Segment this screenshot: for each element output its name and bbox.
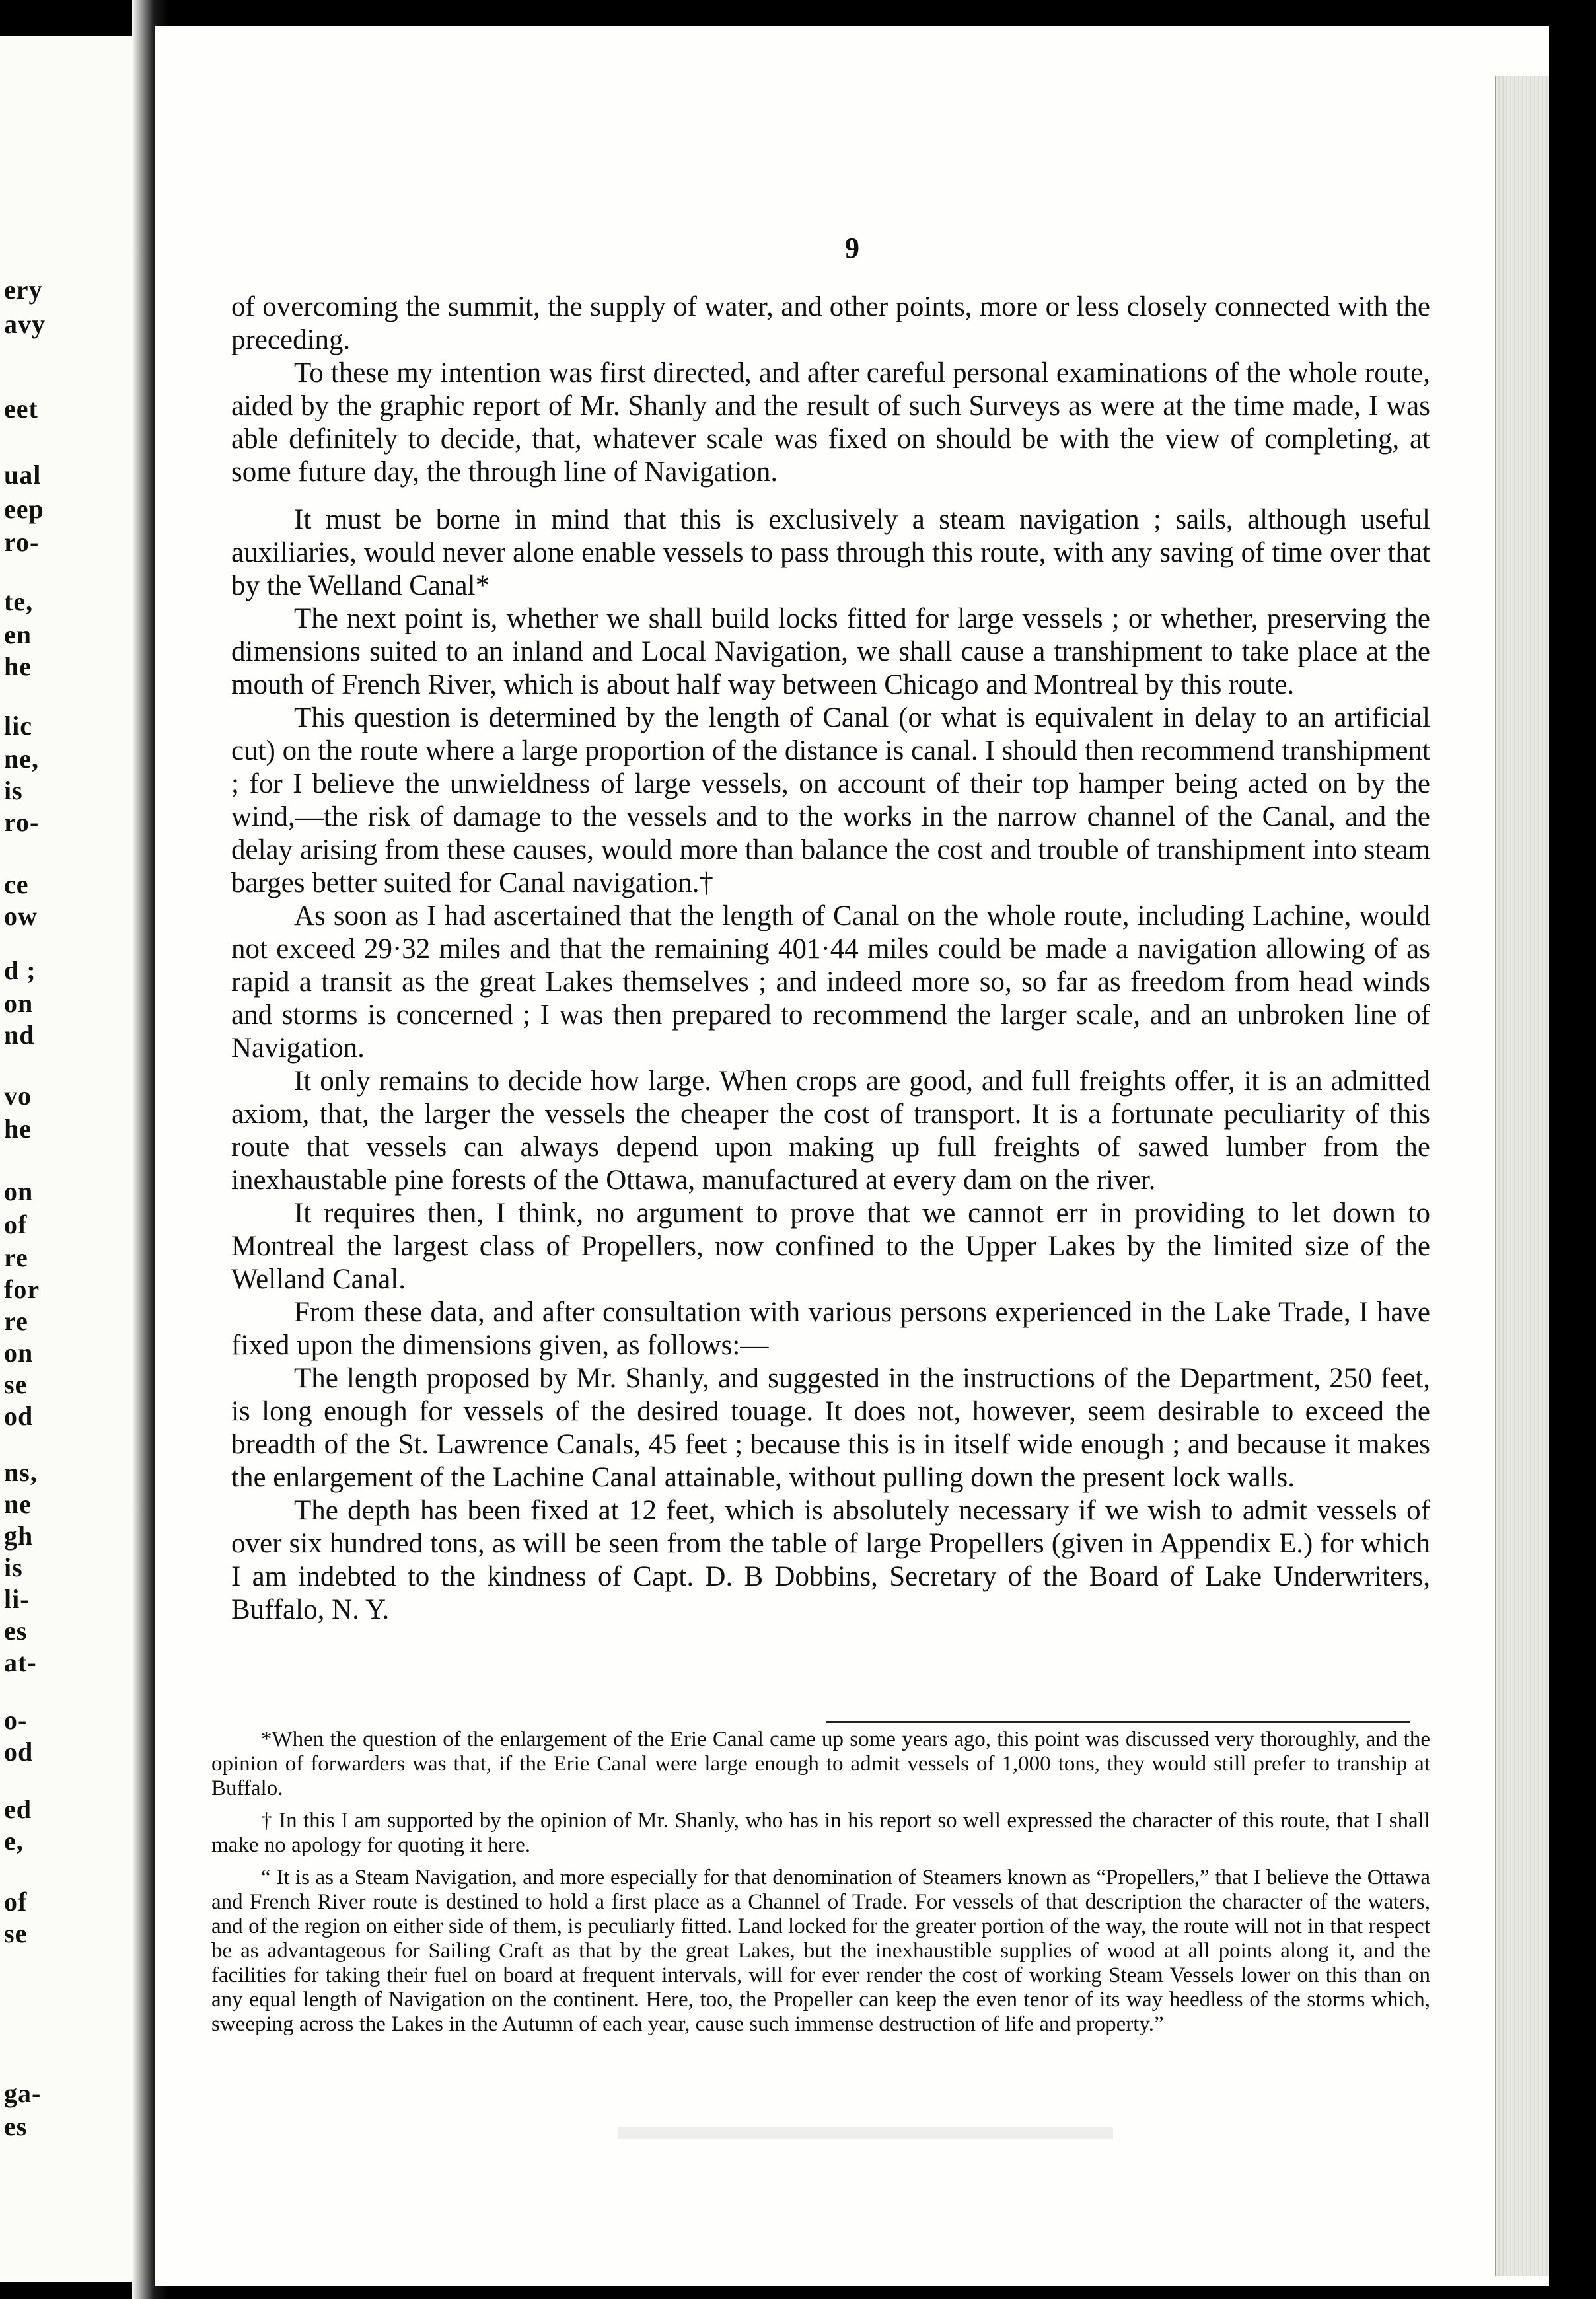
margin-text: ed [4, 1794, 32, 1824]
footnote-rule [826, 1721, 1410, 1723]
margin-text: eet [4, 394, 38, 423]
page-number: 9 [845, 232, 859, 264]
margin-text: d ; [4, 955, 36, 985]
paragraph: of overcoming the summit, the supply of water, and other points, more or less closely connected with the preceding. [231, 291, 1430, 355]
margin-text: ne [4, 1489, 32, 1519]
footnote: *When the question of the enlargement of the Erie Canal came up some years ago, this point was discussed very thoroughly, and the opinion of forwarders was that, if the Erie Canal were large enough to admit vessels of 1,000 tons, they would still prefer to tranship at Buffalo. [211, 1728, 1430, 1800]
margin-text: nd [4, 1020, 35, 1050]
margin-text: of [4, 1210, 28, 1239]
paragraph: From these data, and after consultation with various persons experienced in the Lake Trade, I have fixed upon the dimensions given, as follows:— [231, 1297, 1430, 1361]
margin-text: en [4, 620, 32, 649]
margin-text: ns, [4, 1457, 38, 1487]
margin-text: od [4, 1401, 34, 1431]
footnote: † In this I am supported by the opinion of Mr. Shanly, who has in his report so well expressed the character of this route, that I shall make no apology for quoting it here. [211, 1809, 1430, 1857]
margin-text: is [4, 776, 23, 805]
margin-text: vo [4, 1081, 32, 1111]
margin-text: se [4, 1918, 28, 1948]
margin-text: ro- [4, 527, 40, 557]
margin-text: ce [4, 869, 29, 899]
paragraph: It requires then, I think, no argument to prove that we cannot err in providing to let down to Montreal the largest class of Propellers, now confined to the Upper Lakes by the limited size of the Welland Canal. [231, 1198, 1430, 1295]
margin-text: e, [4, 1826, 24, 1856]
margin-text: at- [4, 1648, 37, 1677]
margin-text: te, [4, 587, 34, 616]
margin-text: se [4, 1369, 28, 1399]
document-page [155, 26, 1549, 2286]
paragraph: It only remains to decide how large. When crops are good, and full freights offer, it is an admitted axiom, that, the larger the vessels the cheaper the cost of transport. It is a fortunate peculiarity of this route that vessels can always depend upon making up full freights of sawed lumber from the inexhaustable pine forests of the Ottawa, manufactured at every dam on the river. [231, 1066, 1430, 1196]
bleed-through-mark [618, 2127, 1113, 2139]
margin-text: for [4, 1274, 40, 1304]
footnotes [211, 1728, 1430, 2045]
margin-text: ual [4, 460, 42, 490]
facing-page-fragment [0, 36, 152, 2282]
paragraph: This question is determined by the length of Canal (or what is equivalent in delay to an artificial cut) on the route where a large proportion of the distance is canal. I should then recommend transhipment ; for I believe the unwieldness of large vessels, on account of their top hamper being acted on by the wind,—the risk of damage to the vessels and to the works in the narrow channel of the Canal, and the delay arising from these causes, would more than balance the cost and trouble of transhipment into steam barges better suited for Canal navigation.† [231, 702, 1430, 898]
margin-text: es [4, 2111, 28, 2141]
margin-text: re [4, 1306, 28, 1336]
page-edges [1495, 76, 1549, 2276]
margin-text: gh [4, 1521, 34, 1551]
margin-text: ne, [4, 744, 39, 774]
margin-text: o- [4, 1705, 28, 1735]
margin-text: ow [4, 901, 38, 931]
paragraph: As soon as I had ascertained that the length of Canal on the whole route, including Lachine, would not exceed 29·32 miles and that the remaining 401·44 miles could be made a navigation allowing of as rapid a transit as the great Lakes themselves ; and indeed more so, so far as freedom from head winds and storms is concerned ; I was then prepared to recommend the larger scale, and an unbroken line of Navigation. [231, 900, 1430, 1064]
footnote-quotation: “ It is as a Steam Navigation, and more especially for that denomination of Steamers known as “Propellers,” that I believe the Ottawa and French River route is destined to hold a first place as a Channel of Trade. For vessels of that description the character of the waters, and of the region on either side of them, is peculiarly fitted. Land locked for the greater portion of the way, the route will not in that respect be as advantageous for Sailing Craft as that by the great Lakes, but the inexhaustible supplies of wood at all points along it, and the facilities for taking their fuel on board at frequent intervals, will for ever render the cost of working Steam Vessels lower on this than on any equal length of Navigation on the continent. Here, too, the Propeller can keep the even tenor of its way heedless of the storms which, sweeping across the Lakes in the Autumn of each year, cause such immense destruction of life and property.” [211, 1866, 1430, 2036]
paragraph: To these my intention was first directed, and after careful personal examinations of the whole route, aided by the graphic report of Mr. Shanly and the result of such Surveys as were at the time made, I was able definitely to decide, that, whatever scale was fixed on should be with the view of completing, at some future day, the through line of Navigation. [231, 357, 1430, 488]
body-text [231, 291, 1430, 1626]
margin-text: lic [4, 711, 32, 741]
margin-text: re [4, 1243, 28, 1272]
margin-text: ery [4, 275, 43, 305]
paragraph: It must be borne in mind that this is exclusively a steam navigation ; sails, although useful auxiliaries, would never alone enable vessels to pass through this route, with any saving of time over that by the Welland Canal* [231, 504, 1430, 601]
margin-text: ga- [4, 2078, 42, 2108]
paragraph: The next point is, whether we shall build locks fitted for large vessels ; or whether, preserving the dimensions suited to an inland and Local Navigation, we shall cause a transhipment to take place at the mouth of French River, which is about half way between Chicago and Montreal by this route. [231, 603, 1430, 700]
margin-text: he [4, 1114, 32, 1144]
margin-text: on [4, 1177, 34, 1206]
margin-text: is [4, 1552, 23, 1582]
margin-text: avy [4, 309, 46, 339]
paragraph: The depth has been fixed at 12 feet, which is absolutely necessary if we wish to admit vessels of over six hundred tons, as will be seen from the table of large Propellers (given in Appendix E.) for which I am indebted to the kindness of Capt. D. B Dobbins, Secretary of the Board of Lake Underwriters, Buffalo, N. Y. [231, 1495, 1430, 1625]
margin-text: li- [4, 1584, 30, 1614]
margin-text: ro- [4, 807, 40, 837]
margin-text: of [4, 1887, 28, 1916]
margin-text: eep [4, 494, 44, 524]
paragraph: The length proposed by Mr. Shanly, and suggested in the instructions of the Department, 250 feet, is long enough for vessels of the desired touage. It does not, however, seem desirable to exceed the breadth of the St. Lawrence Canals, 45 feet ; because this is in itself wide enough ; and because it makes the enlargement of the Lachine Canal attainable, without pulling down the present lock walls. [231, 1363, 1430, 1493]
margin-text: on [4, 988, 34, 1018]
margin-text: es [4, 1616, 28, 1646]
margin-text: on [4, 1338, 34, 1368]
margin-text: he [4, 651, 32, 681]
margin-text: od [4, 1737, 34, 1767]
